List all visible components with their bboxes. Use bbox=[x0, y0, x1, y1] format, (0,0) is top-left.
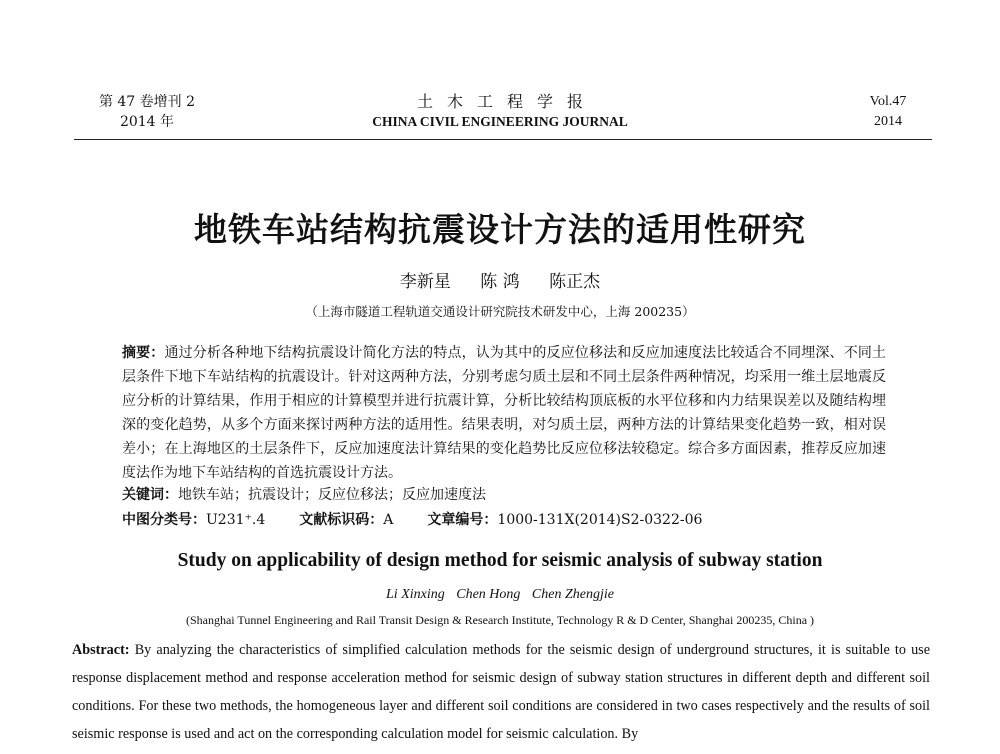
abstract-en-label: Abstract: bbox=[72, 642, 130, 658]
abstract-cn-label: 摘要： bbox=[122, 345, 165, 361]
year-cn: 2014 年 bbox=[119, 114, 175, 130]
classification-line bbox=[122, 509, 886, 531]
journal-name-en: CHINA CIVIL ENGINEERING JOURNAL bbox=[372, 114, 628, 129]
author-cn: 陈 鸿 bbox=[480, 272, 520, 292]
author-en: Li Xinxing bbox=[386, 587, 445, 602]
keywords-cn-text: 地铁车站；抗震设计；反应位移法；反应加速度法 bbox=[178, 487, 486, 503]
keywords-cn-label: 关键词： bbox=[122, 487, 178, 503]
abstract-en bbox=[72, 636, 930, 748]
author-cn: 陈正杰 bbox=[549, 272, 601, 292]
affiliation-cn: （上海市隧道工程轨道交通设计研究院技术研发中心，上海 200235） bbox=[305, 304, 695, 319]
clc-value: U231⁺.4 bbox=[206, 512, 266, 528]
journal-name-cn: 土木工程学报 bbox=[416, 92, 597, 111]
author-en: Chen Zhengjie bbox=[531, 587, 614, 602]
author-list-en bbox=[0, 585, 1000, 605]
running-header-right bbox=[848, 92, 928, 132]
clc-label: 中图分类号： bbox=[122, 512, 206, 528]
abstract-cn-text: 通过分析各种地下结构抗震设计简化方法的特点，认为其中的反应位移法和反应加速度法比较适合不同埋深、不同土层条件下地下车站结构的抗震设计。针对这两种方法，分别考虑匀质土层和不同土层条件两种情况，均采用一维土层地震反应分析的计算结果，作用于相应的计算模型并进行抗震计算，分析比较结构顶底板的水平位移和内力结果误差以及随结构埋深的变化趋势，从多个方面来探讨两种方法的适用性。结果表明，对匀质土层，两种方法的计算结果变化趋势一致，相对误差小；在上海地区的土层条件下，反应加速度法计算结果的变化趋势比反应位移法较稳定。综合多方面因素，推荐反应加速度法作为地下车站结构的首选抗震设计方法。 bbox=[122, 345, 886, 481]
running-header-center bbox=[340, 92, 660, 132]
running-header-left bbox=[92, 92, 202, 132]
doc-code-value: A bbox=[383, 512, 394, 528]
volume-issue: 第 47 卷增刊 2 bbox=[98, 94, 196, 110]
author-en: Chen Hong bbox=[456, 587, 521, 602]
header-rule bbox=[74, 139, 932, 140]
keywords-cn bbox=[122, 484, 886, 506]
author-list-cn bbox=[0, 270, 1000, 294]
paper-title-cn: 地铁车站结构抗震设计方法的适用性研究 bbox=[194, 210, 806, 249]
paper-title-en: Study on applicability of design method for seismic analysis of subway station bbox=[177, 550, 823, 571]
year-en: 2014 bbox=[874, 114, 902, 129]
doc-code-label: 文献标识码： bbox=[299, 512, 384, 528]
affiliation-en: (Shanghai Tunnel Engineering and Rail Transit Design & Research Institute, Technology R & D Center, Shanghai 200235, China ) bbox=[185, 613, 815, 627]
article-number-label: 文章编号： bbox=[427, 512, 498, 528]
volume-en: Vol.47 bbox=[869, 94, 907, 109]
author-cn: 李新星 bbox=[399, 272, 451, 292]
abstract-cn bbox=[122, 341, 886, 485]
abstract-en-text: By analyzing the characteristics of simplified calculation methods for the seismic design of underground structures, it is suitable to use response displacement method and response acceleration method for seismic design of subway station structures in different depth and different soil conditions. For these two methods, the homogeneous layer and different soil conditions are considered in two cases respectively and the results of soil seismic response is used and act on the corresponding calculation model for seismic calculation. By bbox=[72, 642, 931, 742]
article-number-value: 1000-131X(2014)S2-0322-06 bbox=[497, 512, 703, 528]
